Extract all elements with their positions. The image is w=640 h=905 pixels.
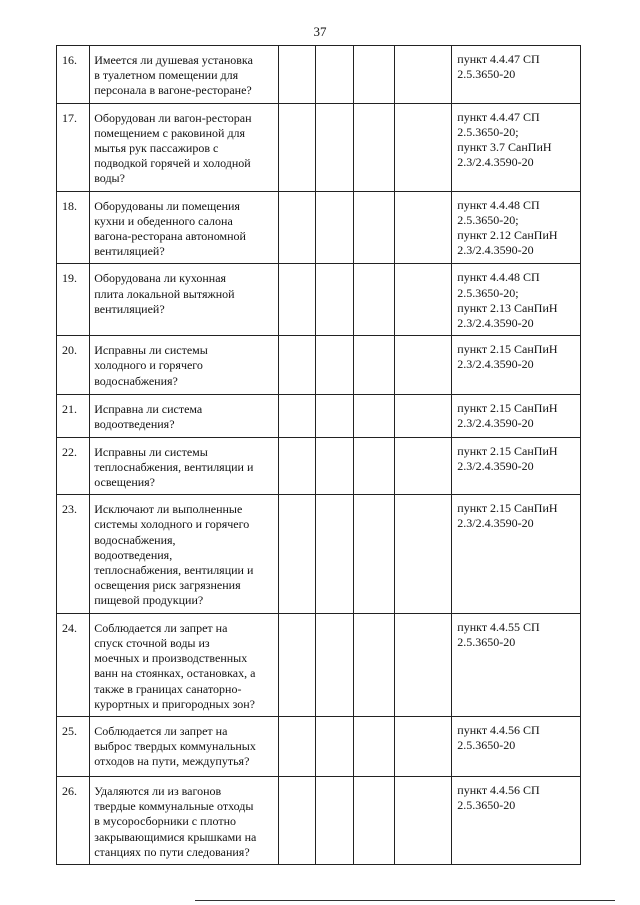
legal-reference <box>452 264 581 336</box>
row-number: 21. <box>57 395 90 437</box>
row-number: 24. <box>57 613 90 716</box>
question-line: холодного и горячего <box>94 358 203 373</box>
answer-cell-na <box>353 103 395 191</box>
answer-cell-no <box>316 437 353 495</box>
question-line: Оборудованы ли помещения <box>94 198 240 213</box>
question-text <box>90 336 279 395</box>
answer-cell-no <box>316 395 353 437</box>
reference-line: пункт 4.4.55 СП <box>457 619 540 634</box>
legal-reference <box>452 191 581 264</box>
table-row <box>57 495 581 613</box>
answer-cell-no <box>316 716 353 776</box>
question-line: мытья рук пассажиров с <box>94 141 219 156</box>
question-line: кухни и обеденного салона <box>94 213 233 228</box>
table-row <box>57 336 581 395</box>
question-line: водоснабжения? <box>94 373 178 388</box>
row-number: 20. <box>57 336 90 395</box>
answer-cell-note <box>395 716 452 776</box>
question-line: Удаляются ли из вагонов <box>94 783 222 798</box>
question-line: персонала в вагоне-ресторане? <box>94 83 252 98</box>
question-line: вагона-ресторана автономной <box>94 229 246 244</box>
question-text <box>90 264 279 336</box>
answer-cell-note <box>395 336 452 395</box>
reference-line: 2.5.3650-20 <box>457 738 516 753</box>
question-line: системы холодного и горячего <box>94 517 250 532</box>
question-line: плита локальной вытяжной <box>94 286 235 301</box>
reference-line: 2.3/2.4.3590-20 <box>457 357 534 372</box>
reference-line: пункт 2.12 СанПиН <box>457 228 558 243</box>
answer-cell-yes <box>279 264 316 336</box>
question-line: также в границах санаторно- <box>94 681 242 696</box>
answer-cell-yes <box>279 191 316 264</box>
table-row <box>57 191 581 264</box>
question-text <box>90 46 279 104</box>
reference-line: пункт 2.15 СанПиН <box>457 443 558 458</box>
question-line: вентиляцией? <box>94 244 165 259</box>
legal-reference <box>452 776 581 864</box>
reference-line: пункт 2.15 СанПиН <box>457 342 558 357</box>
question-line: станциях по пути следования? <box>94 844 250 859</box>
question-line: в туалетном помещении для <box>94 68 239 83</box>
answer-cell-yes <box>279 103 316 191</box>
question-line: подводкой горячей и холодной <box>94 156 251 171</box>
question-line: Соблюдается ли запрет на <box>94 620 228 635</box>
checklist-rows <box>57 46 581 865</box>
table-row <box>57 103 581 191</box>
question-line: вентиляцией? <box>94 301 165 316</box>
answer-cell-na <box>353 264 395 336</box>
reference-line: 2.3/2.4.3590-20 <box>457 516 534 531</box>
answer-cell-note <box>395 613 452 716</box>
question-line: отходов на пути, междупутья? <box>94 754 250 769</box>
question-line: закрывающимися крышками на <box>94 829 257 844</box>
bottom-rule <box>195 900 615 901</box>
answer-cell-na <box>353 716 395 776</box>
legal-reference <box>452 336 581 395</box>
row-number: 16. <box>57 46 90 104</box>
question-line: твердые коммунальные отходы <box>94 799 254 814</box>
question-line: Оборудован ли вагон-ресторан <box>94 110 252 125</box>
table-row <box>57 776 581 864</box>
answer-cell-no <box>316 103 353 191</box>
answer-cell-na <box>353 613 395 716</box>
question-line: пищевой продукции? <box>94 593 204 608</box>
answer-cell-yes <box>279 437 316 495</box>
reference-line: 2.5.3650-20; <box>457 285 519 300</box>
legal-reference <box>452 46 581 104</box>
question-line: освещения риск загрязнения <box>94 578 241 593</box>
answer-cell-na <box>353 437 395 495</box>
answer-cell-na <box>353 191 395 264</box>
row-number: 17. <box>57 103 90 191</box>
question-line: Исключают ли выполненные <box>94 502 243 517</box>
row-number: 26. <box>57 776 90 864</box>
question-text <box>90 495 279 613</box>
answer-cell-na <box>353 776 395 864</box>
legal-reference <box>452 395 581 437</box>
question-line: Имеется ли душевая установка <box>94 53 253 67</box>
table-row <box>57 264 581 336</box>
reference-line: пункт 2.13 СанПиН <box>457 300 558 315</box>
question-text <box>90 437 279 495</box>
question-text <box>90 103 279 191</box>
answer-cell-note <box>395 437 452 495</box>
answer-cell-no <box>316 336 353 395</box>
table-row <box>57 395 581 437</box>
question-line: моечных и производственных <box>94 651 248 666</box>
answer-cell-yes <box>279 716 316 776</box>
answer-cell-yes <box>279 46 316 104</box>
question-line: Исправны ли системы <box>94 343 208 358</box>
answer-cell-note <box>395 191 452 264</box>
answer-cell-yes <box>279 495 316 613</box>
row-number: 19. <box>57 264 90 336</box>
answer-cell-no <box>316 191 353 264</box>
legal-reference <box>452 613 581 716</box>
answer-cell-no <box>316 613 353 716</box>
question-text <box>90 395 279 437</box>
legal-reference <box>452 716 581 776</box>
question-line: теплоснабжения, вентиляции и <box>94 563 254 578</box>
question-line: Исправна ли система <box>94 402 203 417</box>
reference-line: пункт 2.15 СанПиН <box>457 501 558 516</box>
reference-line: пункт 4.4.48 СП <box>457 270 540 285</box>
reference-line: пункт 4.4.56 СП <box>457 782 540 797</box>
answer-cell-na <box>353 336 395 395</box>
question-line: Исправны ли системы <box>94 444 208 459</box>
reference-line: 2.3/2.4.3590-20 <box>457 416 534 431</box>
reference-line: пункт 4.4.56 СП <box>457 722 540 737</box>
answer-cell-note <box>395 395 452 437</box>
reference-line: пункт 4.4.47 СП <box>457 52 540 66</box>
legal-reference <box>452 437 581 495</box>
answer-cell-note <box>395 264 452 336</box>
reference-line: 2.5.3650-20 <box>457 634 516 649</box>
table-row <box>57 613 581 716</box>
question-text <box>90 776 279 864</box>
table-row <box>57 437 581 495</box>
question-line: Оборудована ли кухонная <box>94 271 227 286</box>
answer-cell-yes <box>279 395 316 437</box>
legal-reference <box>452 103 581 191</box>
page-number: 37 <box>313 24 327 39</box>
answer-cell-yes <box>279 613 316 716</box>
question-line: спуск сточной воды из <box>94 635 210 650</box>
answer-cell-na <box>353 395 395 437</box>
question-text <box>90 716 279 776</box>
answer-cell-no <box>316 495 353 613</box>
checklist-table <box>56 45 581 865</box>
reference-line: пункт 3.7 СанПиН <box>457 140 552 155</box>
question-line: водоотведения, <box>94 547 173 562</box>
question-line: водоотведения? <box>94 417 175 432</box>
reference-line: 2.5.3650-20; <box>457 124 519 139</box>
reference-line: пункт 2.15 СанПиН <box>457 401 558 416</box>
row-number: 25. <box>57 716 90 776</box>
reference-line: 2.3/2.4.3590-20 <box>457 243 534 258</box>
question-line: теплоснабжения, вентиляции и <box>94 459 254 474</box>
question-text <box>90 191 279 264</box>
answer-cell-no <box>316 776 353 864</box>
answer-cell-note <box>395 103 452 191</box>
legal-reference <box>452 495 581 613</box>
reference-line: 2.5.3650-20; <box>457 212 519 227</box>
answer-cell-yes <box>279 776 316 864</box>
answer-cell-na <box>353 495 395 613</box>
question-line: в мусоросборники с плотно <box>94 814 237 829</box>
question-line: Соблюдается ли запрет на <box>94 723 228 738</box>
table-row <box>57 716 581 776</box>
reference-line: 2.3/2.4.3590-20 <box>457 155 534 170</box>
row-number: 23. <box>57 495 90 613</box>
answer-cell-note <box>395 495 452 613</box>
reference-line: 2.5.3650-20 <box>457 67 516 82</box>
reference-line: 2.3/2.4.3590-20 <box>457 316 534 331</box>
table-row <box>57 46 581 104</box>
question-line: воды? <box>94 171 125 186</box>
row-number: 18. <box>57 191 90 264</box>
question-line: выброс твердых коммунальных <box>94 739 256 754</box>
reference-line: пункт 4.4.47 СП <box>457 109 540 124</box>
reference-line: 2.5.3650-20 <box>457 798 516 813</box>
answer-cell-na <box>353 46 395 104</box>
question-line: курортных и пригородных зон? <box>94 696 255 711</box>
row-number: 22. <box>57 437 90 495</box>
reference-line: 2.3/2.4.3590-20 <box>457 458 534 473</box>
reference-line: пункт 4.4.48 СП <box>457 197 540 212</box>
answer-cell-yes <box>279 336 316 395</box>
answer-cell-no <box>316 264 353 336</box>
question-text <box>90 613 279 716</box>
answer-cell-no <box>316 46 353 104</box>
answer-cell-note <box>395 776 452 864</box>
answer-cell-note <box>395 46 452 104</box>
question-line: водоснабжения, <box>94 532 176 547</box>
question-line: освещения? <box>94 475 156 490</box>
question-line: помещением с раковиной для <box>94 125 246 140</box>
question-line: ванн на стоянках, остановках, а <box>94 666 256 681</box>
